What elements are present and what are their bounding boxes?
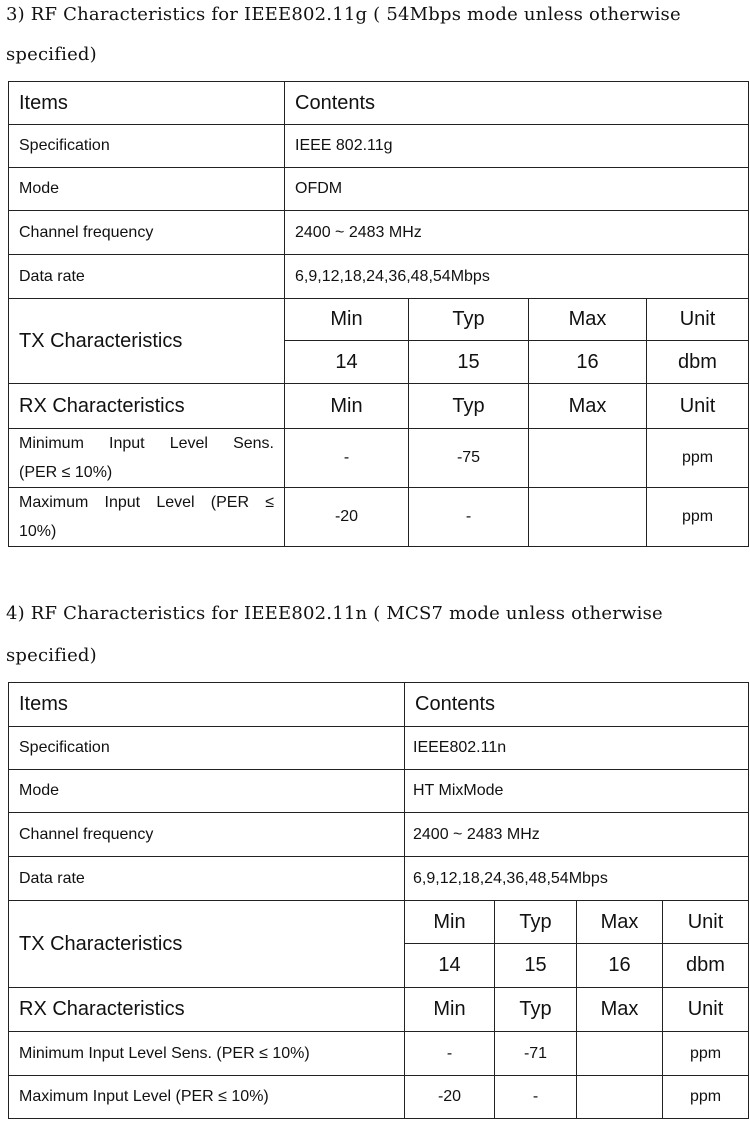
rx-min-input-level-max	[577, 1032, 663, 1076]
tx-min-header: Min	[285, 299, 409, 341]
section-3-heading-line-1: 3) RF Characteristics for IEEE802.11g ( 54Mbps mode unless otherwise	[6, 4, 681, 25]
table-row	[9, 813, 749, 857]
contents-header: Contents	[405, 683, 749, 727]
table-row	[9, 988, 749, 1032]
channel-frequency-label: Channel frequency	[9, 211, 285, 255]
tx-typ-header: Typ	[495, 901, 577, 944]
rx-min-input-level-unit: ppm	[647, 429, 749, 488]
rx-min-input-level-min: -	[285, 429, 409, 488]
table-row	[9, 384, 749, 429]
rx-min-input-level-typ: -71	[495, 1032, 577, 1076]
rx-min-header: Min	[405, 988, 495, 1032]
tx-characteristics-label: TX Characteristics	[9, 299, 285, 384]
table-row	[9, 488, 749, 547]
rx-min-input-level-max	[529, 429, 647, 488]
channel-frequency-label: Channel frequency	[9, 813, 405, 857]
data-rate-label: Data rate	[9, 255, 285, 299]
rx-max-input-level-label: Maximum Input Level (PER ≤ 10%)	[9, 1076, 405, 1119]
channel-frequency-value: 2400 ~ 2483 MHz	[285, 211, 749, 255]
rx-max-input-level-unit: ppm	[663, 1076, 749, 1119]
rx-max-input-level-unit: ppm	[647, 488, 749, 547]
tx-max-header: Max	[577, 901, 663, 944]
rx-min-input-level-unit: ppm	[663, 1032, 749, 1076]
tx-unit-header: Unit	[663, 901, 749, 944]
data-rate-value: 6,9,12,18,24,36,48,54Mbps	[405, 857, 749, 901]
rx-characteristics-label: RX Characteristics	[9, 988, 405, 1032]
channel-frequency-value: 2400 ~ 2483 MHz	[405, 813, 749, 857]
rx-min-input-level-label	[9, 429, 285, 488]
tx-typ-header: Typ	[409, 299, 529, 341]
rx-max-input-level-label	[9, 488, 285, 547]
ieee80211n-spec-table	[8, 682, 749, 1119]
specification-label: Specification	[9, 125, 285, 168]
rx-min-input-level-typ: -75	[409, 429, 529, 488]
rx-min-input-level-label-line-1: Minimum Input Level Sens.	[19, 435, 274, 452]
specification-value: IEEE 802.11g	[285, 125, 749, 168]
data-rate-value: 6,9,12,18,24,36,48,54Mbps	[285, 255, 749, 299]
table-row	[9, 770, 749, 813]
tx-typ-value: 15	[495, 944, 577, 988]
rx-max-input-level-max	[529, 488, 647, 547]
table-row	[9, 255, 749, 299]
tx-min-value: 14	[405, 944, 495, 988]
table-row	[9, 1076, 749, 1119]
specification-value: IEEE802.11n	[405, 727, 749, 770]
items-header: Items	[9, 683, 405, 727]
rx-max-input-level-min: -20	[285, 488, 409, 547]
tx-max-header: Max	[529, 299, 647, 341]
tx-unit-header: Unit	[647, 299, 749, 341]
table-row	[9, 168, 749, 211]
table-row	[9, 82, 749, 125]
table-row	[9, 857, 749, 901]
section-4-heading-line-2: specified)	[6, 645, 97, 666]
table-row	[9, 299, 749, 341]
section-3-heading-line-2: specified)	[6, 44, 97, 65]
rx-min-input-level-label: Minimum Input Level Sens. (PER ≤ 10%)	[9, 1032, 405, 1076]
table-row	[9, 1032, 749, 1076]
table-row	[9, 211, 749, 255]
table-row	[9, 683, 749, 727]
mode-value: HT MixMode	[405, 770, 749, 813]
rx-characteristics-label: RX Characteristics	[9, 384, 285, 429]
tx-typ-value: 15	[409, 341, 529, 384]
contents-header: Contents	[285, 82, 749, 125]
rx-min-input-level-min: -	[405, 1032, 495, 1076]
specification-label: Specification	[9, 727, 405, 770]
rx-min-input-level-label-line-2: (PER ≤ 10%)	[19, 464, 113, 481]
rx-unit-header: Unit	[647, 384, 749, 429]
rx-unit-header: Unit	[663, 988, 749, 1032]
table-row	[9, 429, 749, 488]
mode-label: Mode	[9, 168, 285, 211]
tx-min-value: 14	[285, 341, 409, 384]
rx-typ-header: Typ	[495, 988, 577, 1032]
rx-max-input-level-label-line-2: 10%)	[19, 523, 57, 540]
table-row	[9, 901, 749, 944]
rx-max-input-level-min: -20	[405, 1076, 495, 1119]
tx-characteristics-label: TX Characteristics	[9, 901, 405, 988]
table-row	[9, 125, 749, 168]
tx-min-header: Min	[405, 901, 495, 944]
rx-max-header: Max	[577, 988, 663, 1032]
rx-max-input-level-typ: -	[495, 1076, 577, 1119]
rx-typ-header: Typ	[409, 384, 529, 429]
tx-max-value: 16	[529, 341, 647, 384]
data-rate-label: Data rate	[9, 857, 405, 901]
ieee80211g-spec-table	[8, 81, 749, 547]
mode-value: OFDM	[285, 168, 749, 211]
mode-label: Mode	[9, 770, 405, 813]
tx-max-value: 16	[577, 944, 663, 988]
rx-max-input-level-max	[577, 1076, 663, 1119]
rx-max-header: Max	[529, 384, 647, 429]
items-header: Items	[9, 82, 285, 125]
tx-unit-value: dbm	[647, 341, 749, 384]
section-4-heading-line-1: 4) RF Characteristics for IEEE802.11n ( MCS7 mode unless otherwise	[6, 603, 663, 624]
rx-max-input-level-label-line-1: Maximum Input Level (PER ≤	[19, 494, 274, 511]
tx-unit-value: dbm	[663, 944, 749, 988]
rx-min-header: Min	[285, 384, 409, 429]
table-row	[9, 727, 749, 770]
rx-max-input-level-typ: -	[409, 488, 529, 547]
